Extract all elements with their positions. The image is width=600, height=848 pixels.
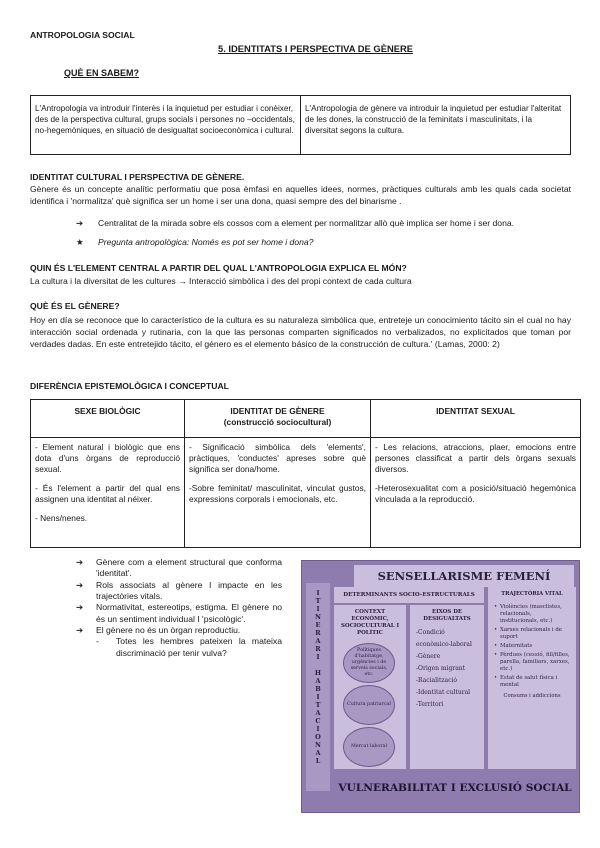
arrow-icon: ➔ [76,218,84,228]
table-cell-biological-sex: - Element natural i biològic que ens dota d'uns òrgans de reproducció sexual. - És l'element a partir del qual ens assignen una identitat al néixer. - Nens/nenes. [31,438,185,548]
homelessness-infographic [301,560,580,813]
section-heading-what-is-gender: QUÈ ÉS EL GÈNERE? [30,301,120,311]
intro-box-right: L'Antropologia de gènere va introduir la inquietud per estudiar l'alteritat de les dones, la construcció de la feminitats i masculinitats, i la diversitat segons la cultura. [300,96,570,154]
table-header-biological-sex: SEXE BIOLÒGIC [31,400,185,438]
infographic-side-label: I T I N E R A R I H A B I T A C I O N A L [306,583,330,791]
list-item: ➔ El gènere no és un òrgan reproductiu. [76,625,241,636]
arrow-icon: ➔ [76,602,84,613]
bottom-bullet-list [76,557,282,659]
table-cell-gender-identity: - Significació simbòlica dels 'elements', pràctiques, 'conductes' apreses sobre què significa ser dona/home. -Sobre feminitat/ masculinitat, vinculat gustos, expressions corporals i emocionals, etc. [185,438,371,548]
bullet-anthro-question [76,237,576,248]
infographic-column-context: CONTEXT ECONÒMIC, SOCIOCULTURAL I POLÍTIC Polítiques d'habitatge, urgències i de serveis socials, etc. Cultura patriarcal Mercat laboral [334,605,406,769]
intro-boxes [30,95,571,155]
star-icon: ★ [76,237,84,247]
list-item: ➔ Gènere com a element structural que conforma 'identitat'. [76,557,282,579]
infographic-determinants: DETERMINANTS SOCIO-ESTRUCTURALS [334,587,484,603]
bullet-text: Centralitat de la mirada sobre els cossos com a element per normalitzar allò què implica ser home i ser dona. [98,218,515,228]
circle-labor-market: Mercat laboral [343,727,395,767]
subtitle-what-we-know: QUÈ EN SABEM? [64,68,140,78]
section-text-gender-concept: Gènere és un concepte analític performatiu que posa èmfasi en aquelles idees, normes, pràctiques culturals amb les quals cada societat identifica i 'normalitza' què significa ser un home i ser una dona, quasi sempre des del binarisme . [30,184,571,207]
intro-box-left: L'Antropologia va introduir l'interès i la inquietud per estudiar i conèixer, des de la perspectiva cultural, grups socials i persones no –occidentals, no-hegemòniques, en situació de desigualtat socioeconòmica i cultural. [35,104,295,136]
infographic-column-trajectory: TRAJECTÒRIA VITAL • Violències (masclistes, relacionals, institucionals, etc.) • Xarxes relacionals i de suport • Maternitats • Pèrdues (cessió, fill/filles, parella, familiars, xarxes, etc.) • Estat de salut física i mental Consums i addiccions [488,587,576,769]
infographic-bottom-banner: VULNERABILITAT I EXCLUSIÓ SOCIAL [334,775,576,801]
section-text-lamas-quote: Hoy en día se reconoce que lo característico de la cultura es su naturaleza simbólica que, entreteje un conocimiento tácito sin el cual no hay interacción social ordenada y rutinaria, con la que las personas comparten significados no verbalizados, no explicitados que toman por verdades dadas. En este entretejido tácito, el género es el elemento básico de la construcción de cultura.' (Lamas, 2000: 2) [30,315,571,350]
circle-patriarchal-culture: Cultura patriarcal [343,685,395,725]
list-subitem: - Totes les hembres pateixen la mateixa discriminació per tenir vulva? [96,636,282,658]
comparison-table [30,399,581,548]
arrow-icon: ➔ [76,625,84,636]
section-heading-cultural-identity: IDENTITAT CULTURAL I PERSPECTIVA DE GÈNERE. [30,172,245,182]
section-heading-central-element: QUIN ÉS L'ELEMENT CENTRAL A PARTIR DEL QUAL L'ANTROPOLOGIA EXPLICA EL MÓN? [30,263,407,273]
document-title: 5. IDENTITATS I PERSPECTIVA DE GÈNERE [218,43,413,54]
arrow-icon: ➔ [76,579,84,590]
list-item: ➔ Rols associats al gènere I impacte en les trajectòries vitals. [76,579,282,602]
list-item: ➔ Normativitat, estereotips, estigma. El gènere no és un sentiment individual I 'psicològic'. [76,602,282,624]
table-cell-sexual-identity: - Les relacions, atraccions, plaer, emocions entre persones classificat a partir dels òrgans sexuals diversos. -Heterosexualitat com a posició/situació hegemònica vinculada a la reproducció. [371,438,581,548]
table-header-gender-identity: IDENTITAT DE GÈNERE (construcció sociocultural) [185,400,371,438]
section-text-culture: La cultura i la diversitat de les cultures → Interacció simbòlica i des del propi context de cada cultura [30,276,412,286]
course-name: ANTROPOLOGIA SOCIAL [30,30,135,40]
section-heading-epistemological-difference: DIFERÈNCIA EPISTEMOLÒGICA I CONCEPTUAL [30,381,229,391]
infographic-title: SENSELLARISME FEMENÍ [354,565,574,587]
arrow-icon: ➔ [76,557,84,567]
bullet-body-centrality [76,218,576,229]
dash-icon: - [96,636,99,647]
circle-housing-policies: Polítiques d'habitatge, urgències i de serveis socials, etc. [343,643,395,683]
table-header-sexual-identity: IDENTITAT SEXUAL [371,400,581,438]
infographic-column-inequalities: EIXOS DE DESIGUALTATS -Condició econòmico-laboral -Gènere -Origen migrant -Racialització -Identitat cultural -Territori [410,605,484,769]
bullet-text: Pregunta antropològica: Només es pot ser home i dona? [98,237,314,247]
